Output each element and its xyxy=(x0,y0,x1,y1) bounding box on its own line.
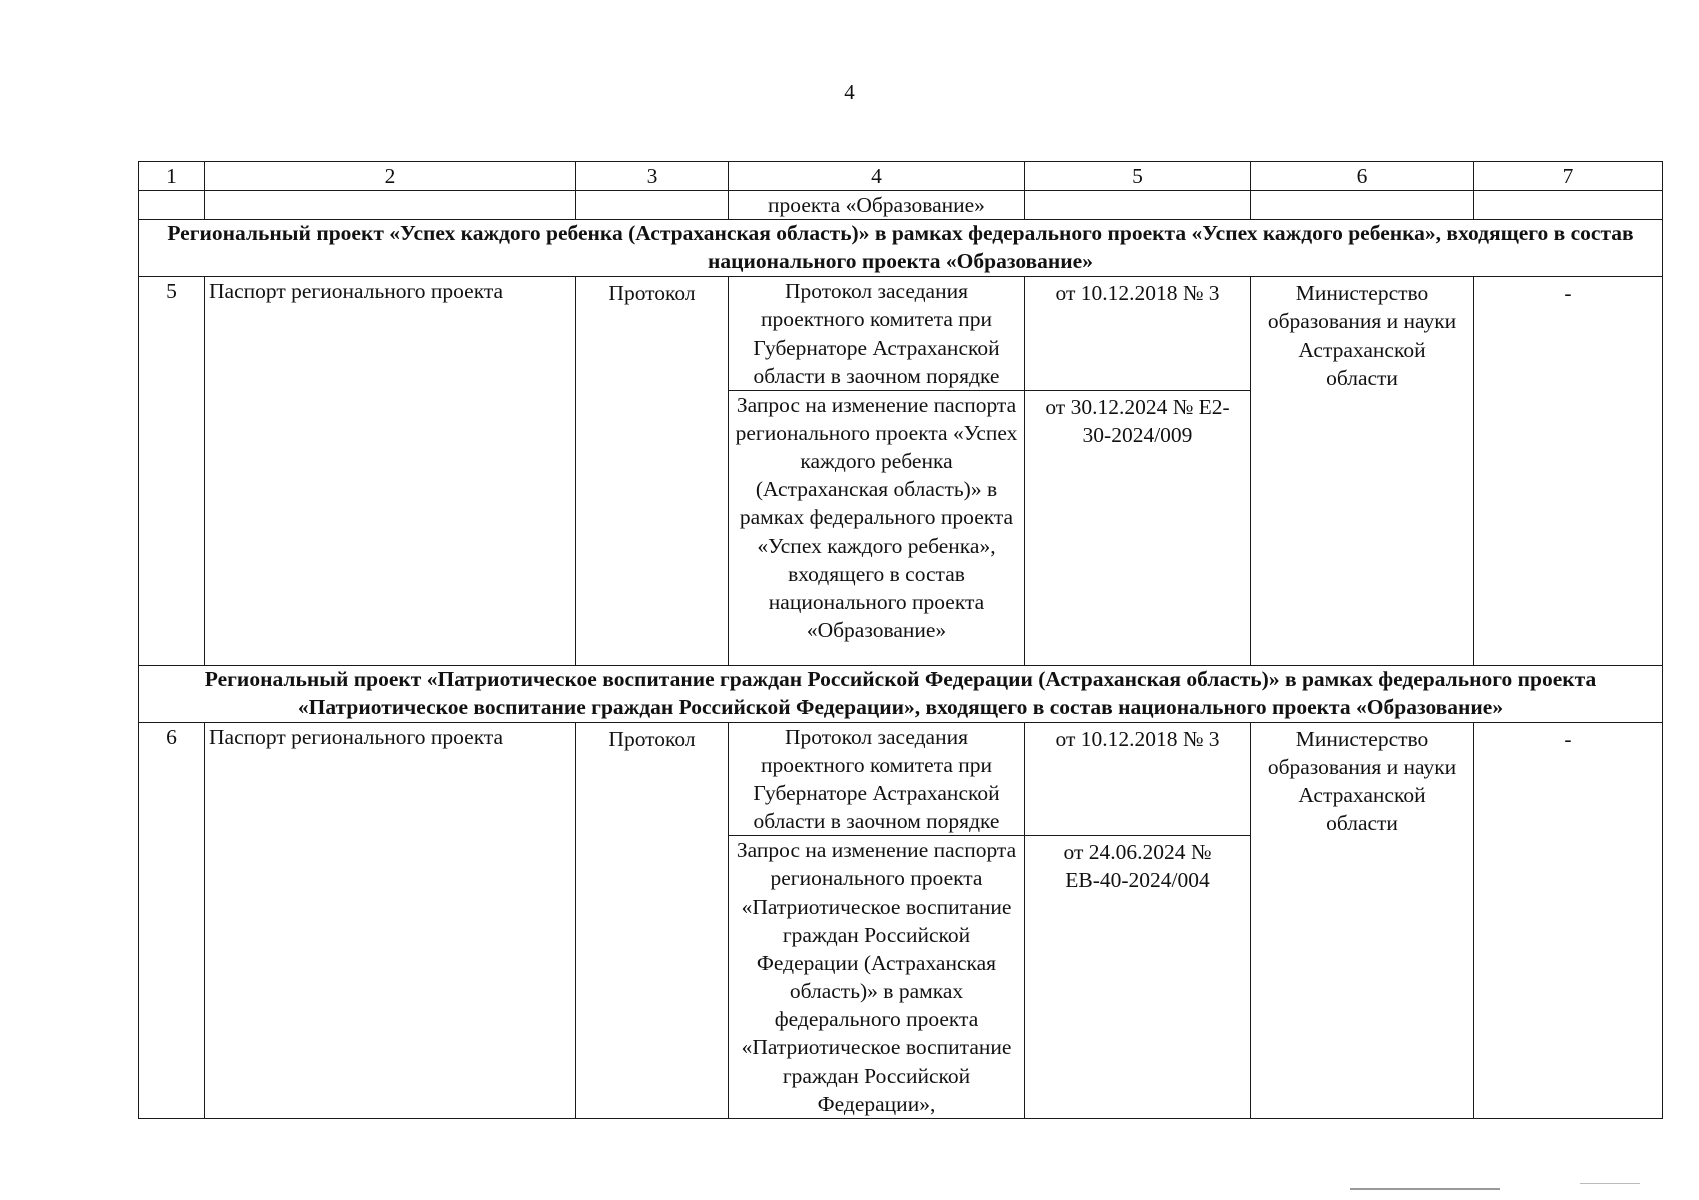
page-number: 4 xyxy=(844,80,855,104)
document-description: Протокол заседания проектного комитета при Губернаторе Астраханской области в заочном порядке xyxy=(729,277,1025,391)
section-heading-row xyxy=(139,220,1663,277)
empty-cell xyxy=(1251,191,1474,220)
note: - xyxy=(1474,277,1663,666)
document-date: от 10.12.2018 № 3 xyxy=(1025,722,1251,836)
column-numbers-row xyxy=(139,162,1663,191)
responsible-organization: Министерство образования и науки Астраханской области xyxy=(1251,722,1474,1118)
column-number: 3 xyxy=(576,162,729,191)
documents-table xyxy=(138,161,1663,1119)
continued-document-text: проекта «Образование» xyxy=(729,191,1025,220)
document-type: Протокол xyxy=(576,277,729,666)
empty-cell xyxy=(576,191,729,220)
column-number: 6 xyxy=(1251,162,1474,191)
section-title: Региональный проект «Патриотическое воспитание граждан Российской Федерации (Астраханская область)» в рамках федерального проекта «Патриотическое воспитание граждан Российской Федерации», входящего в состав национального проекта «Образование» xyxy=(139,665,1663,722)
responsible-organization: Министерство образования и науки Астраханской области xyxy=(1251,277,1474,666)
scan-artifact-line xyxy=(1350,1188,1500,1190)
empty-cell xyxy=(1474,191,1663,220)
table-row xyxy=(139,722,1663,836)
document-name: Паспорт регионального проекта xyxy=(205,722,576,1118)
column-number: 5 xyxy=(1025,162,1251,191)
column-number: 4 xyxy=(729,162,1025,191)
document-date: от 10.12.2018 № 3 xyxy=(1025,277,1251,391)
document-description: Протокол заседания проектного комитета при Губернаторе Астраханской области в заочном порядке xyxy=(729,722,1025,836)
scan-artifact-line xyxy=(1580,1183,1640,1184)
empty-cell xyxy=(205,191,576,220)
document-description: Запрос на изменение паспорта регионального проекта «Успех каждого ребенка (Астраханская область)» в рамках федерального проекта «Успех каждого ребенка», входящего в состав национального проекта «Образование» xyxy=(729,390,1025,665)
column-number: 2 xyxy=(205,162,576,191)
document-type: Протокол xyxy=(576,722,729,1118)
table-row xyxy=(139,277,1663,391)
document-description: Запрос на изменение паспорта регионального проекта «Патриотическое воспитание граждан Российской Федерации (Астраханская область)» в рамках федерального проекта «Патриотическое воспитание граждан Российской Федерации», xyxy=(729,836,1025,1119)
row-number: 5 xyxy=(139,277,205,666)
document-date: от 24.06.2024 № ЕВ-40-2024/004 xyxy=(1025,836,1251,1119)
section-heading-row xyxy=(139,665,1663,722)
row-number: 6 xyxy=(139,722,205,1118)
document-date: от 30.12.2024 № Е2-30-2024/009 xyxy=(1025,390,1251,665)
column-number: 7 xyxy=(1474,162,1663,191)
empty-cell xyxy=(1025,191,1251,220)
section-title: Региональный проект «Успех каждого ребенка (Астраханская область)» в рамках федерального проекта «Успех каждого ребенка», входящего в состав национального проекта «Образование» xyxy=(139,220,1663,277)
continuation-row xyxy=(139,191,1663,220)
document-name: Паспорт регионального проекта xyxy=(205,277,576,666)
empty-cell xyxy=(139,191,205,220)
note: - xyxy=(1474,722,1663,1118)
column-number: 1 xyxy=(139,162,205,191)
